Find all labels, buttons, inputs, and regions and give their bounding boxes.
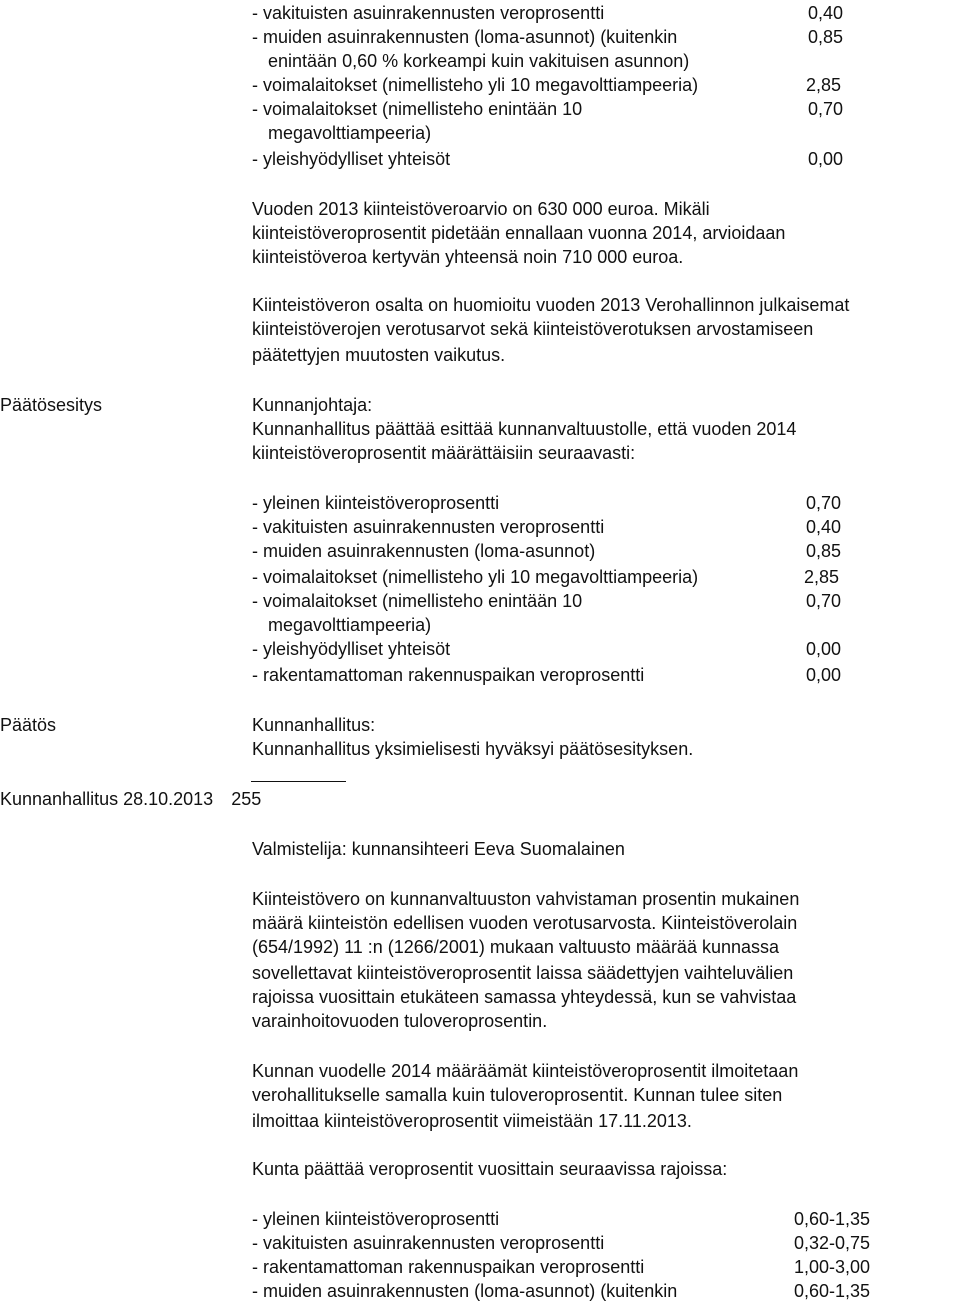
list-item-value: 0,40 <box>806 517 842 537</box>
list-item-text: - yleinen kiinteistöveroprosentti <box>252 1209 500 1229</box>
list-item-value: 0,00 <box>806 639 842 659</box>
paragraph-line: määrä kiinteistön edellisen vuoden verotusarvosta. Kiinteistöverolain <box>252 913 798 933</box>
paragraph-line: sovellettavat kiinteistöveroprosentit laissa säädettyjen vaihteluvälien <box>252 963 794 983</box>
list-item-text: enintään 0,60 % korkeampi kuin vakituisen asunnon) <box>268 51 690 71</box>
paragraph-line: rajoissa vuosittain etukäteen samassa yhteydessä, kun se vahvistaa <box>252 987 797 1007</box>
list-item-text: - voimalaitokset (nimellisteho yli 10 megavolttiampeeria) <box>252 567 699 587</box>
list-item-value: 1,00-3,00 <box>794 1257 871 1277</box>
list-item-text: - vakituisten asuinrakennusten veroprosentti <box>252 1233 605 1253</box>
decision-text: Kunnanhallitus yksimielisesti hyväksyi päätösesityksen. <box>252 739 694 759</box>
list-item-text: megavolttiampeeria) <box>268 123 432 143</box>
list-item-value: 0,60-1,35 <box>794 1281 871 1301</box>
list-item-text: - vakituisten asuinrakennusten veroprosentti <box>252 517 605 537</box>
list-item-value: 0,85 <box>806 541 842 561</box>
paragraph-line: Kunnan vuodelle 2014 määräämät kiinteistöveroprosentit ilmoitetaan <box>252 1061 799 1081</box>
paragraph-line: kiinteistöveroa kertyvän yhteensä noin 710 000 euroa. <box>252 247 684 267</box>
list-item-text: - yleishyödylliset yhteisöt <box>252 149 451 169</box>
section-rule <box>251 781 346 782</box>
meeting-ref-text: Kunnanhallitus 28.10.2013 <box>0 789 214 809</box>
paragraph-line: Kiinteistöveron osalta on huomioitu vuoden 2013 Verohallinnon julkaisemat <box>252 295 850 315</box>
paragraph-line: verohallitukselle samalla kuin tuloveroprosentit. Kunnan tulee siten <box>252 1085 783 1105</box>
list-item-text: - voimalaitokset (nimellisteho enintään 10 <box>252 99 583 119</box>
list-item-value: 0,32-0,75 <box>794 1233 871 1253</box>
list-item-text: - voimalaitokset (nimellisteho enintään 10 <box>252 591 583 611</box>
list-item-text: - yleinen kiinteistöveroprosentti <box>252 493 500 513</box>
meeting-ref <box>0 788 261 810</box>
meeting-section-number: 255 <box>231 789 262 809</box>
list-item-value: 0,70 <box>808 99 844 119</box>
paragraph-line: kiinteistöveroprosentit pidetään ennallaan vuonna 2014, arvioidaan <box>252 223 786 243</box>
list-item-value: 2,85 <box>804 567 840 587</box>
list-item-text: - yleishyödylliset yhteisöt <box>252 639 451 659</box>
list-item-value: 0,40 <box>808 3 844 23</box>
list-item-value: 0,00 <box>806 665 842 685</box>
paragraph-line: kiinteistöverojen verotusarvot sekä kiinteistöverotuksen arvostamiseen <box>252 319 814 339</box>
preparer: Valmistelija: kunnansihteeri Eeva Suomalainen <box>252 839 625 859</box>
proposal-line: Kunnanhallitus päättää esittää kunnanvaltuustolle, että vuoden 2014 <box>252 419 797 439</box>
decision-body: Kunnanhallitus: <box>252 715 376 735</box>
paragraph-line: Vuoden 2013 kiinteistöveroarvio on 630 000 euroa. Mikäli <box>252 199 710 219</box>
list-item-text: - muiden asuinrakennusten (loma-asunnot) <box>252 541 596 561</box>
list-item-text: - voimalaitokset (nimellisteho yli 10 megavolttiampeeria) <box>252 75 699 95</box>
paragraph-line: Kiinteistövero on kunnanvaltuuston vahvistaman prosentin mukainen <box>252 889 800 909</box>
paragraph-line: päätettyjen muutosten vaikutus. <box>252 345 506 365</box>
paragraph-line: (654/1992) 11 :n (1266/2001) mukaan valtuusto määrää kunnassa <box>252 937 780 957</box>
list-item-value: 0,00 <box>808 149 844 169</box>
proposal-label: Päätösesitys <box>0 395 103 415</box>
list-item-text: - vakituisten asuinrakennusten veroprosentti <box>252 3 605 23</box>
list-item-text: - muiden asuinrakennusten (loma-asunnot) (kuitenkin <box>252 27 678 47</box>
list-item-value: 0,70 <box>806 493 842 513</box>
list-item-value: 2,85 <box>806 75 842 95</box>
list-item-text: - muiden asuinrakennusten (loma-asunnot) (kuitenkin <box>252 1281 678 1301</box>
list-item-value: 0,85 <box>808 27 844 47</box>
decision-label: Päätös <box>0 715 57 735</box>
proposal-author: Kunnanjohtaja: <box>252 395 373 415</box>
ranges-intro: Kunta päättää veroprosentit vuosittain seuraavissa rajoissa: <box>252 1159 728 1179</box>
list-item-value: 0,60-1,35 <box>794 1209 871 1229</box>
list-item-text: - rakentamattoman rakennuspaikan veroprosentti <box>252 1257 645 1277</box>
list-item-text: megavolttiampeeria) <box>268 615 432 635</box>
paragraph-line: varainhoitovuoden tuloveroprosentin. <box>252 1011 548 1031</box>
list-item-value: 0,70 <box>806 591 842 611</box>
list-item-text: - rakentamattoman rakennuspaikan veroprosentti <box>252 665 645 685</box>
paragraph-line: ilmoittaa kiinteistöveroprosentit viimeistään 17.11.2013. <box>252 1111 692 1131</box>
proposal-line: kiinteistöveroprosentit määrättäisiin seuraavasti: <box>252 443 636 463</box>
